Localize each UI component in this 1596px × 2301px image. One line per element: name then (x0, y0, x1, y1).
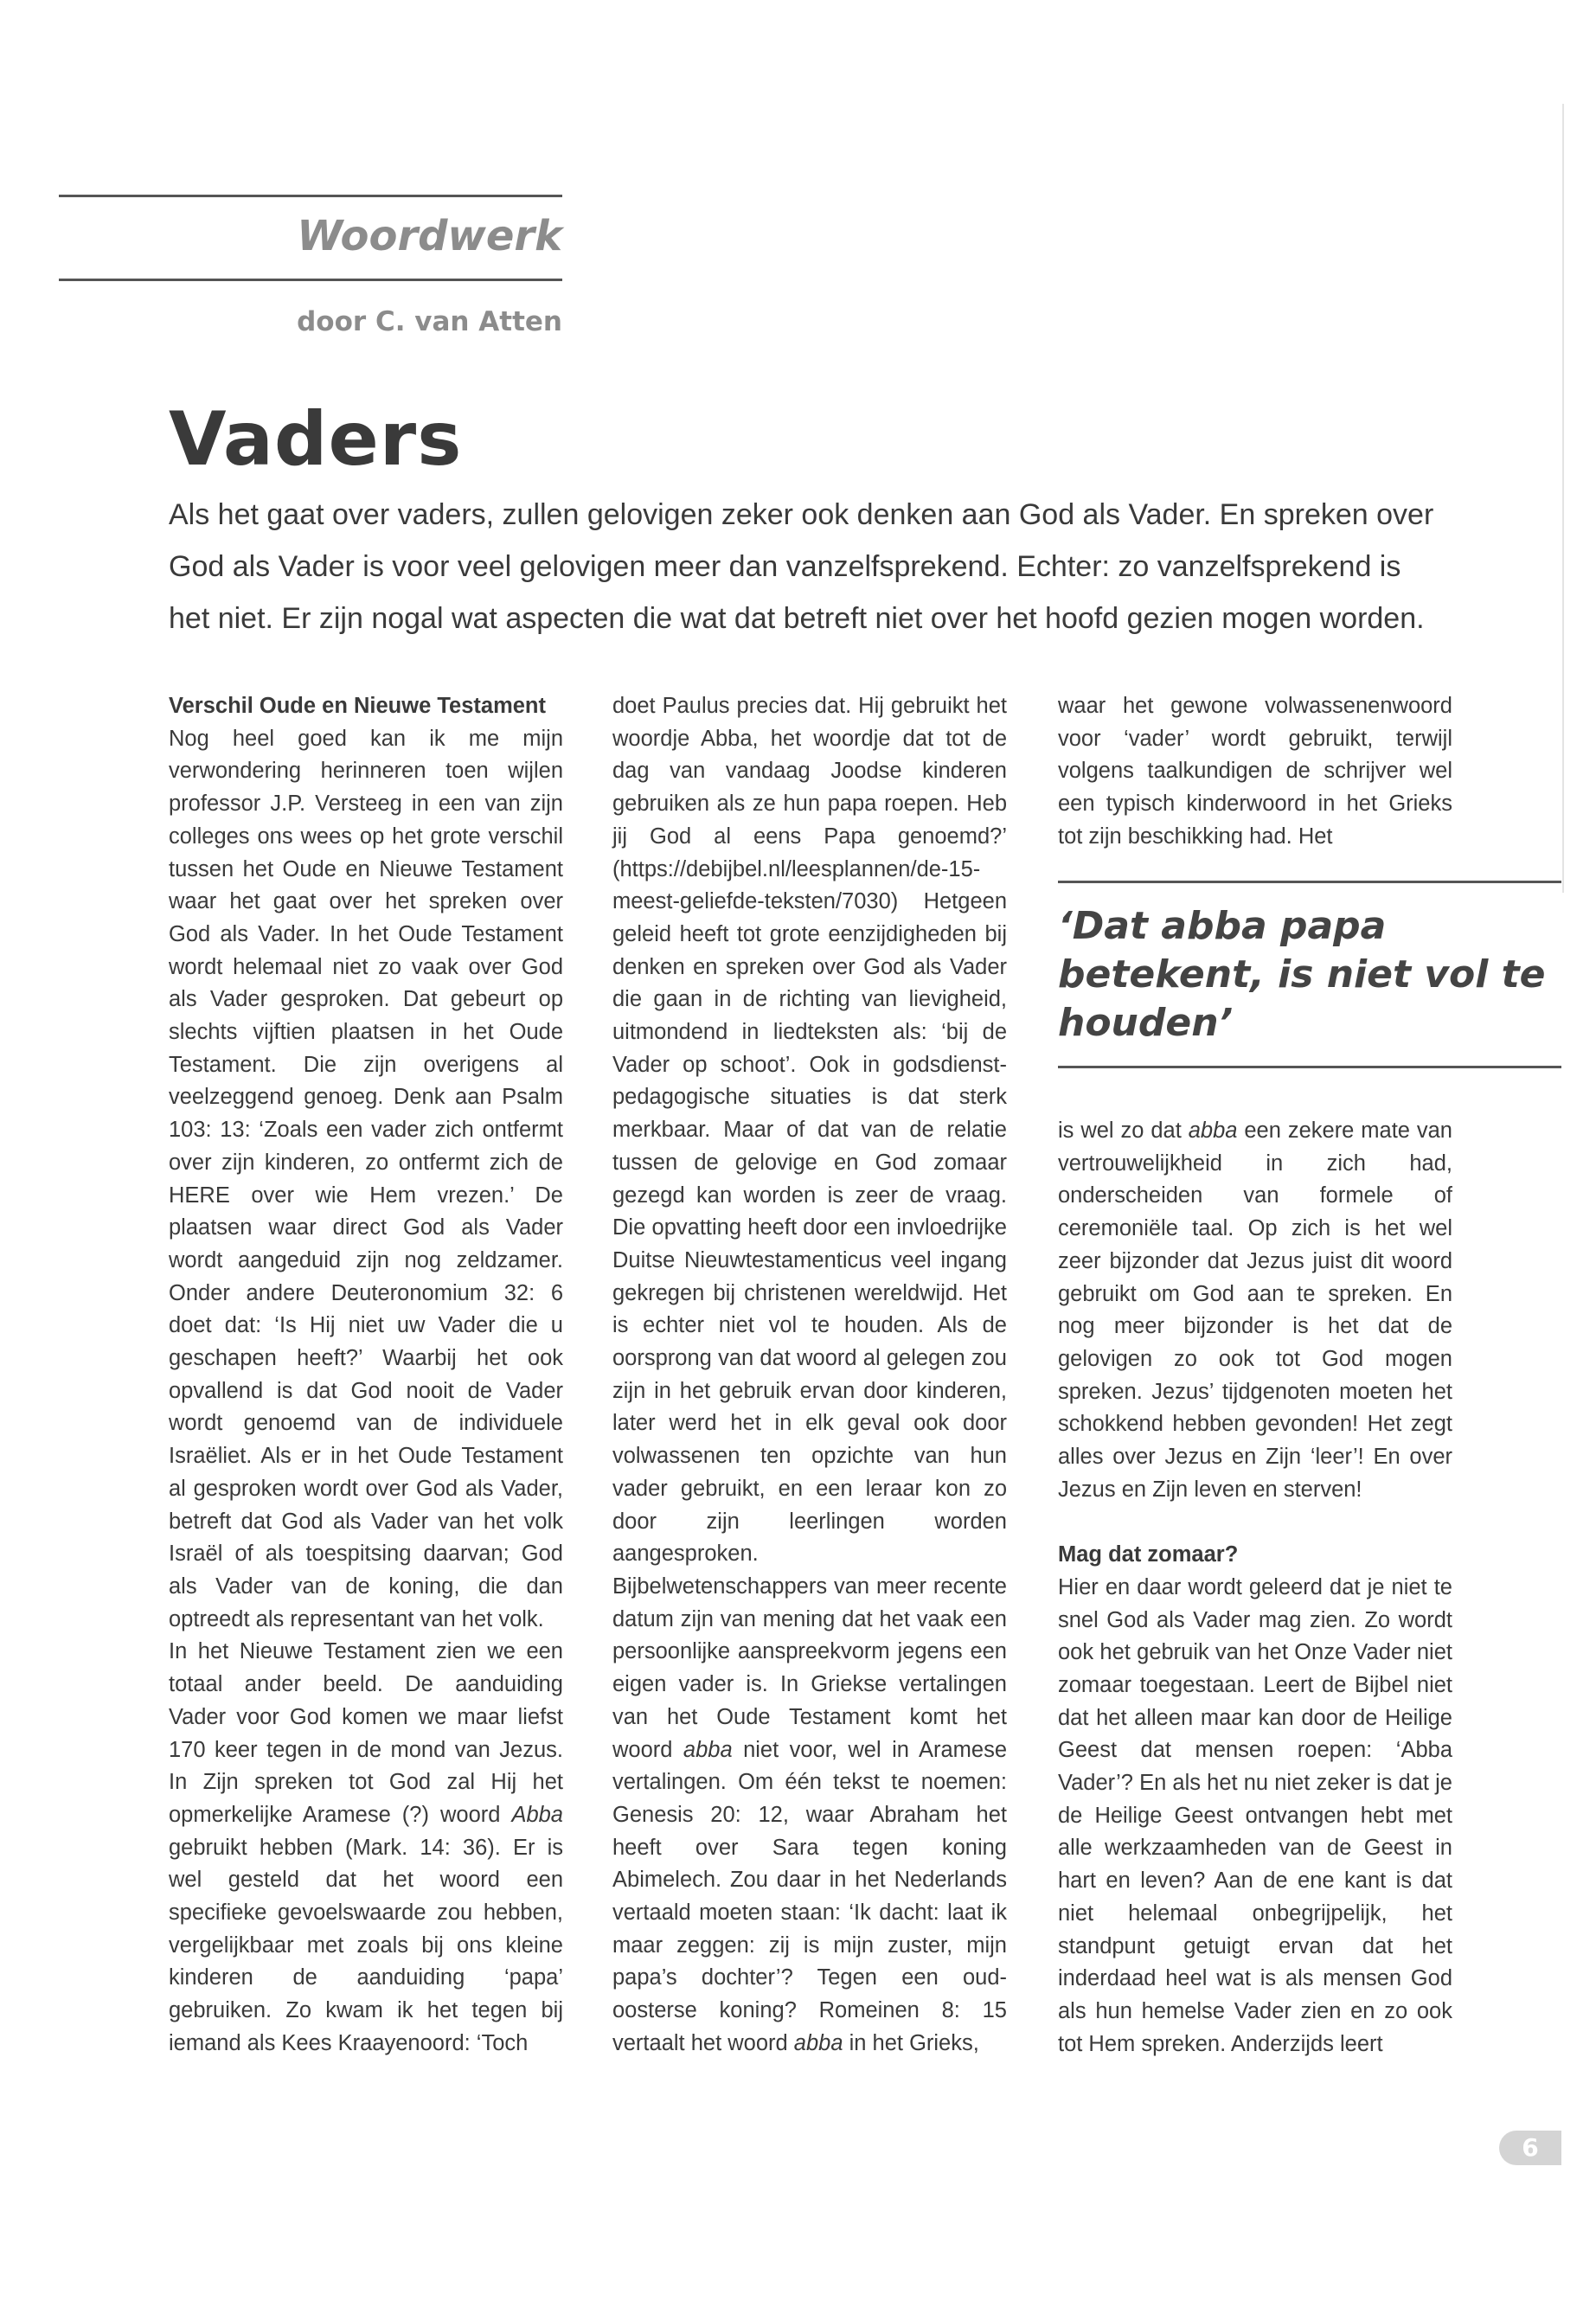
subheading-verschil: Verschil Oude en Nieuwe Testament (169, 694, 547, 718)
article-column-2 (612, 690, 1007, 2061)
article-column-3-bottom (1058, 1115, 1452, 2061)
author-byline: door C. van Atten (297, 306, 562, 337)
paragraph: waar het gewone volwassenenwoord voor ‘vader’ wordt gebruikt, terwijl volgens taalkundigen de schrijver wel een typisch kinderwoord in het Grieks tot zijn beschikking had. Het (1058, 694, 1452, 849)
article-column-1 (169, 690, 563, 2061)
paragraph: Nog heel goed kan ik me mijn verwondering herinneren toen wijlen professor J.P. Versteeg in een van zijn colleges ons wees op het grote verschil tussen het Oude en Nieuwe Testament waar het gaat over het spreken over God als Vader. In het Oude Testament wordt helemaal niet zo vaak over God als Vader gesproken. Dat gebeurt op slechts vijftien plaatsen in het Oude Testament. Die zijn overigens al veelzeggend genoeg. Denk aan Psalm 103: 13: ‘Zoals een vader zich ontfermt over zijn kinderen, zo ontfermt zich de HERE over wie Hem vrezen.’ De plaatsen waar direct God als Vader wordt aangeduid zijn nog zeldzamer. Onder andere Deuteronomium 32: 6 doet dat: ‘Is Hij niet uw Vader die u geschapen heeft?’ Waarbij het ook opvallend is dat God nooit de Vader wordt genoemd van de individuele Israëliet. Als er in het Oude Testament al gesproken wordt over God als Vader, betreft dat God als Vader van het volk Israël of als toespitsing daarvan; God als Vader van de koning, die dan optreedt als representant van het volk. (169, 726, 563, 1631)
section-rule-top (59, 195, 562, 197)
pull-quote: ‘Dat abba papa betekent, is niet vol te houden’ (1058, 904, 1546, 1045)
pullquote-rule-bottom (1058, 1066, 1561, 1068)
paragraph-gap (1058, 1506, 1452, 1539)
paragraph: Bijbelwetenschappers van meer recente datum zijn van mening dat het vaak een persoonlijke aanspreekvorm jegens een eigen vader is. In Griekse vertalingen van het Oude Testament komt het woord abba niet voor, wel in Aramese vertalingen. Om één tekst te noemen: Genesis 20: 12, waar Abraham het heeft over Sara tegen koning Abimelech. Zou daar in het Nederlands vertaald moeten staan: ‘Ik dacht: laat ik maar zeggen: zij is mijn zuster, mijn papa’s dochter’? Tegen een oud-oosterse koning? Romeinen 8: 15 vertaalt het woord abba in het Grieks, (612, 1574, 1007, 2055)
section-rule-bottom (59, 279, 562, 281)
page-edge-line (1562, 104, 1564, 893)
article-intro: Als het gaat over vaders, zullen gelovigen zeker ook denken aan God als Vader. En spreken over God als Vader is voor veel gelovigen meer dan vanzelfsprekend. Echter: zo vanzelfsprekend is het niet. Er zijn nogal wat aspecten die wat dat betreft niet over het hoofd gezien mogen worden. (169, 498, 1434, 635)
pullquote-rule-top (1058, 881, 1561, 883)
paragraph: In het Nieuwe Testament zien we een totaal ander beeld. De aanduiding Vader voor God komen we maar liefst 170 keer tegen in de mond van Jezus. In Zijn spreken tot God zal Hij het opmerkelijke Aramese (?) woord Abba gebruikt hebben (Mark. 14: 36). Er is wel gesteld dat het woord een specifieke gevoelswaarde zou hebben, vergelijkbaar met zoals bij ons kleine kinderen de aanduiding ‘papa’ gebruiken. Zo kwam ik het tegen bij iemand als Kees Kraayenoord: ‘Toch (169, 1639, 563, 2055)
article-title: Vaders (169, 396, 463, 483)
subheading-mag-dat-zomaar: Mag dat zomaar? (1058, 1542, 1239, 1567)
page-number: 6 (1499, 2131, 1561, 2165)
section-title: Woordwerk (297, 212, 562, 260)
paragraph: doet Paulus precies dat. Hij gebruikt het woordje Abba, het woordje dat tot de dag van vandaag Joodse kinderen gebruiken als ze hun papa roepen. Heb jij God al eens Papa genoemd?’ (https://debijbel.nl/leesplannen/de-15-meest-geliefde-teksten/7030) Hetgeen geleid heeft tot grote eenzijdigheden bij denken en spreken over God als Vader die gaan in de richting van lievigheid, uitmondend in liedteksten als: ‘bij de Vader op schoot’. Ook in godsdienst-pedagogische situaties is dat sterk merkbaar. Maar of dat van de relatie tussen de gelovige en God zomaar gezegd kan worden is zeer de vraag. Die opvatting heeft door een invloedrijke Duitse Nieuwtestamenticus veel ingang gekregen bij christenen wereldwijd. Het is echter niet vol te houden. Als de oorsprong van dat woord al gelegen zou zijn in het gebruik ervan door kinderen, later werd het in elk geval ook door volwassenen ten opzichte van hun vader gebruikt, en een leraar kon zo door zijn leerlingen worden aangesproken. (612, 694, 1007, 1567)
paragraph: is wel zo dat abba een zekere mate van vertrouwelijkheid in zich had, onderscheiden van formele of ceremoniële taal. Op zich is het wel zeer bijzonder dat Jezus juist dit woord gebruikt om God aan te spreken. En nog meer bijzonder is het dat de gelovigen zo ook tot God mogen spreken. Jezus’ tijdgenoten moeten het schokkend hebben gevonden! Het zegt alles over Jezus en Zijn ‘leer’! En over Jezus en Zijn leven en sterven! (1058, 1118, 1452, 1502)
paragraph: Hier en daar wordt geleerd dat je niet te snel God als Vader mag zien. Zo wordt ook het gebruik van het Onze Vader niet zomaar toegestaan. Leert de Bijbel niet dat het alleen maar kan door de Heilige Geest dat mensen roepen: ‘Abba Vader’? En als het nu niet zeker is dat je de Heilige Geest ontvangen hebt met alle werkzaamheden van de Geest in hart en leven? Aan de ene kant is dat niet helemaal onbegrijpelijk, het standpunt getuigt ervan dat het inderdaad heel wat is als mensen God als hun hemelse Vader zien en zo ook tot Hem spreken. Anderzijds leert (1058, 1574, 1452, 2056)
article-column-3-top (1058, 690, 1452, 854)
